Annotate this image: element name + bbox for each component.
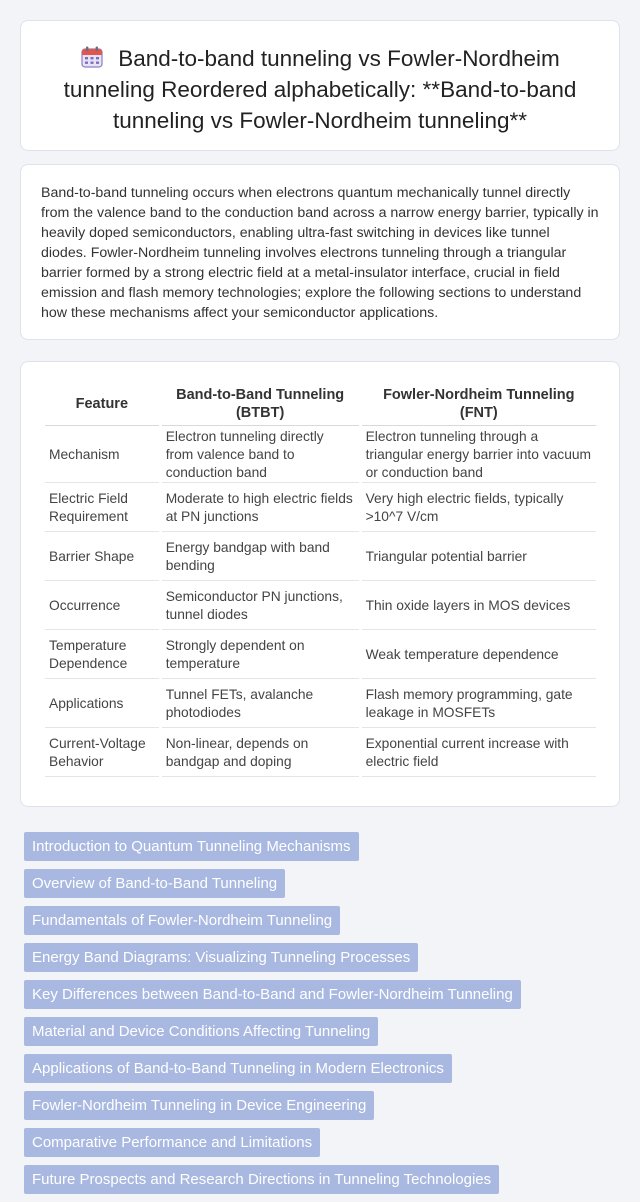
row-feature: Occurrence	[45, 583, 159, 630]
comparison-table	[42, 380, 599, 779]
table-row	[45, 730, 596, 777]
header-feature: Feature	[45, 382, 159, 426]
row-fnt: Flash memory programming, gate leakage in MOSFETs	[362, 681, 596, 728]
row-btbt: Semiconductor PN junctions, tunnel diodes	[162, 583, 359, 630]
header-fnt: Fowler-Nordheim Tunneling (FNT)	[362, 382, 596, 426]
row-feature: Applications	[45, 681, 159, 728]
table-of-contents	[24, 832, 521, 1202]
row-fnt: Weak temperature dependence	[362, 632, 596, 679]
toc-link-overview-btbt[interactable]: Overview of Band-to-Band Tunneling	[24, 869, 285, 898]
row-fnt: Triangular potential barrier	[362, 534, 596, 581]
toc-link-future-prospects[interactable]: Future Prospects and Research Directions in Tunneling Technologies	[24, 1165, 499, 1194]
row-fnt: Electron tunneling through a triangular energy barrier into vacuum or conduction band	[362, 428, 596, 483]
row-feature: Electric Field Requirement	[45, 485, 159, 532]
row-btbt: Energy bandgap with band bending	[162, 534, 359, 581]
intro-card	[20, 164, 620, 340]
table-row	[45, 583, 596, 630]
toc-link-fundamentals-fn[interactable]: Fundamentals of Fowler-Nordheim Tunneling	[24, 906, 340, 935]
row-btbt: Strongly dependent on temperature	[162, 632, 359, 679]
title-card	[20, 20, 620, 151]
calendar-icon	[80, 45, 104, 69]
row-btbt: Non-linear, depends on bandgap and doping	[162, 730, 359, 777]
row-btbt: Moderate to high electric fields at PN junctions	[162, 485, 359, 532]
toc-link-material-conditions[interactable]: Material and Device Conditions Affecting Tunneling	[24, 1017, 378, 1046]
toc-link-key-differences[interactable]: Key Differences between Band-to-Band and Fowler-Nordheim Tunneling	[24, 980, 521, 1009]
row-feature: Barrier Shape	[45, 534, 159, 581]
row-btbt: Tunnel FETs, avalanche photodiodes	[162, 681, 359, 728]
table-row	[45, 485, 596, 532]
comparison-table-card	[20, 361, 620, 807]
toc-link-introduction[interactable]: Introduction to Quantum Tunneling Mechanisms	[24, 832, 359, 861]
row-feature: Temperature Dependence	[45, 632, 159, 679]
table-row	[45, 428, 596, 483]
page-title	[21, 21, 619, 136]
table-row	[45, 632, 596, 679]
table-row	[45, 681, 596, 728]
row-fnt: Very high electric fields, typically >10^7 V/cm	[362, 485, 596, 532]
toc-link-btbt-applications[interactable]: Applications of Band-to-Band Tunneling in Modern Electronics	[24, 1054, 452, 1083]
row-feature: Current-Voltage Behavior	[45, 730, 159, 777]
page-title-text: Band-to-band tunneling vs Fowler-Nordheim tunneling Reordered alphabetically: **Band-to-band tunneling vs Fowler-Nordheim tunneling**	[63, 46, 577, 133]
intro-paragraph: Band-to-band tunneling occurs when electrons quantum mechanically tunnel directly from the valence band to the conduction band across a narrow energy barrier, typically in heavily doped semiconductors, enabling ultra-fast switching in devices like tunnel diodes. Fowler-Nordheim tunneling involves electrons tunneling through a triangular barrier formed by a strong electric field at a metal-insulator interface, crucial in field emission and flash memory technologies; explore the following sections to understand how these mechanisms affect your semiconductor applications.	[41, 185, 599, 321]
header-btbt: Band-to-Band Tunneling (BTBT)	[162, 382, 359, 426]
table-header-row	[45, 382, 596, 426]
row-fnt: Thin oxide layers in MOS devices	[362, 583, 596, 630]
toc-link-energy-band-diagrams[interactable]: Energy Band Diagrams: Visualizing Tunneling Processes	[24, 943, 418, 972]
table-row	[45, 534, 596, 581]
row-feature: Mechanism	[45, 428, 159, 483]
toc-link-comparative-performance[interactable]: Comparative Performance and Limitations	[24, 1128, 320, 1157]
toc-link-fn-device-engineering[interactable]: Fowler-Nordheim Tunneling in Device Engineering	[24, 1091, 374, 1120]
row-btbt: Electron tunneling directly from valence band to conduction band	[162, 428, 359, 483]
row-fnt: Exponential current increase with electric field	[362, 730, 596, 777]
